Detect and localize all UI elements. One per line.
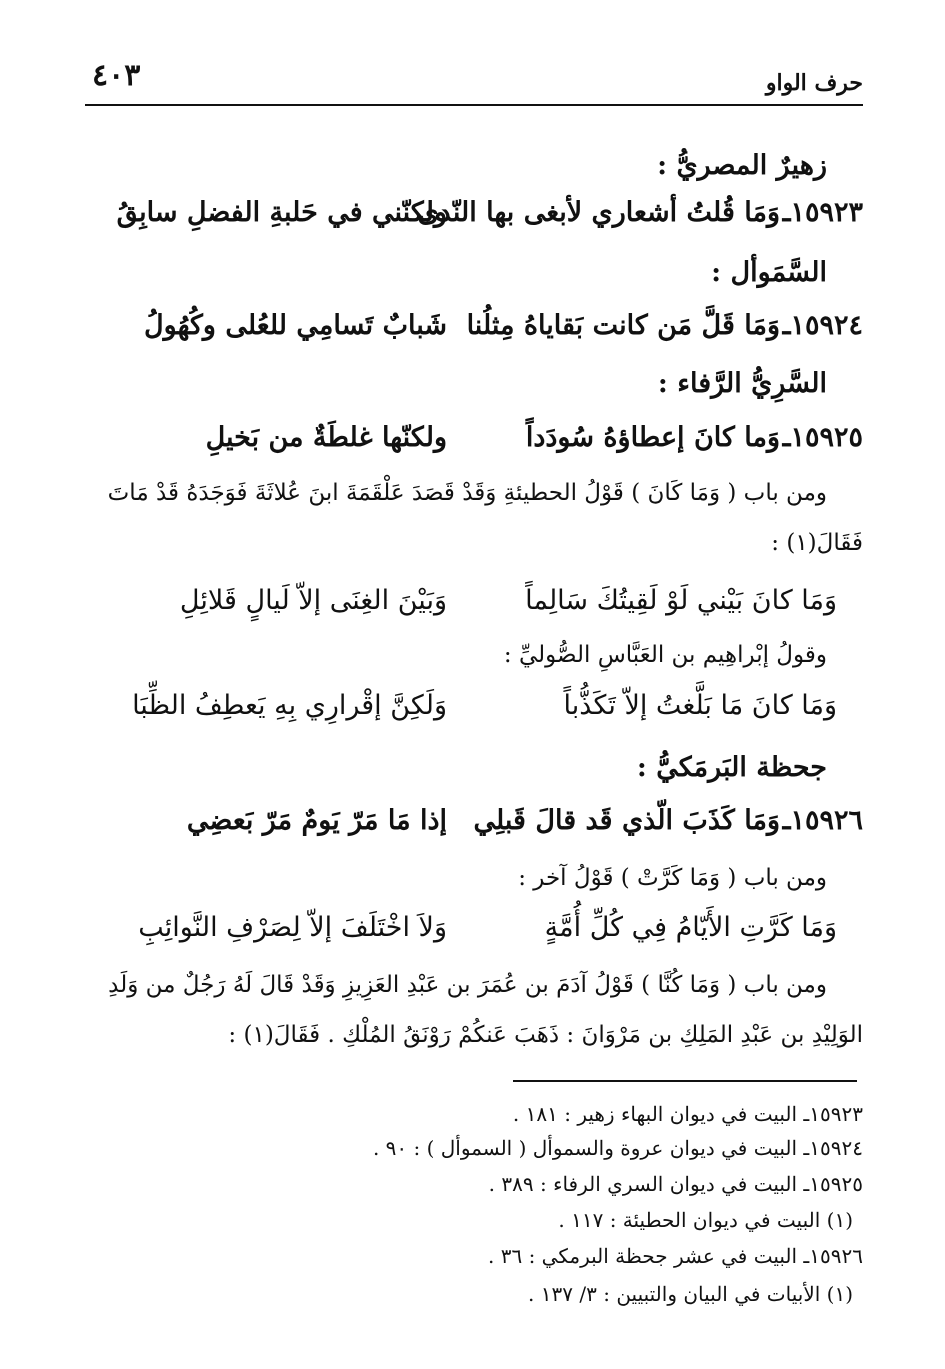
verse-second-hemistich: وَلاَ اخْتَلَفَ إلاّ لِصَرْفِ النَّوائِبِ [138, 912, 447, 943]
footnote: ١٥٩٢٤ـ البيت في ديوان عروة والسموأل ( السموأل ) : ٩٠ . [372, 1136, 863, 1160]
prose-line: وقولُ إبْراهِيم بن العَبَّاسِ الصُّوليِّ : [503, 642, 827, 668]
running-title: حرف الواو [765, 70, 863, 96]
poet-name: السَّرِيُّ الرَّفاء : [657, 368, 827, 399]
footnote-rule [513, 1080, 857, 1082]
verse-first-hemistich: وَمَا قَلَّ مَن كانت بَقاياهُ مِثلُنا [466, 310, 780, 341]
verse-first-hemistich: وَمَا قُلتُ أشعاري لأبغى بها النّدى [417, 197, 780, 228]
verse-first-hemistich: وَمَا كانَ بَيْني لَوْ لَقِيتُكَ سَالِماً [525, 585, 837, 616]
verse-second-hemistich: شَبابٌ تَسامِي للعُلى وكُهُولُ [144, 310, 447, 341]
footnote: ١٥٩٢٦ـ البيت في عشر جحظة البرمكي : ٣٦ . [488, 1244, 863, 1268]
poet-name: جحظة البَرمَكيُّ : [636, 752, 827, 783]
page-number: ٤٠٣ [92, 58, 141, 93]
verse-number: ١٥٩٢٥ـ [782, 422, 863, 453]
verse-first-hemistich: وَمَا كَرَّتِ الأَيّامُ فِي كُلِّ أُمَّةٍ [544, 912, 837, 943]
verse-second-hemistich: وَلَكِنَّ إقْرارِي بِهِ يَعطِفُ الظِّبَا [132, 690, 447, 721]
header-rule [85, 104, 863, 106]
prose-line: فَقَالَ(١) : [771, 530, 863, 556]
verse-number: ١٥٩٢٦ـ [782, 805, 863, 836]
verse-second-hemistich: ولكنّني في حَلبةِ الفضلِ سابِقُ [116, 197, 447, 228]
verse-first-hemistich: وَمَا كانَ مَا بَلَّغتُ إلاّ تَكَذُّباً [563, 690, 837, 721]
prose-line: ومن باب ( وَمَا كُنَّا ) قَوْلُ آدَمَ بن عُمَرَ بن عَبْدِ العَزِيزِ وَقَدْ قَالَ لَهُ رَجُلٌ من وَلَدِ [108, 972, 827, 998]
poet-name: السَّمَوأل : [711, 257, 827, 288]
verse-second-hemistich: إذا مَا مَرّ يَومٌ مَرّ بَعضِي [186, 805, 447, 836]
verse-first-hemistich: وَما كانَ إعطاؤهُ سُودَداً [525, 422, 780, 453]
footnote: ١٥٩٢٣ـ البيت في ديوان البهاء زهير : ١٨١ . [512, 1102, 863, 1126]
prose-line: ومن باب ( وَمَا كَانَ ) قَوْلُ الحطيئةِ وَقَدْ قَصَدَ عَلْقَمَةَ ابنَ عُلاثَةَ فَوَجَدَهُ قَدْ مَاتَ [107, 480, 827, 506]
verse-number: ١٥٩٢٤ـ [782, 310, 863, 341]
verse-second-hemistich: ولكنّها غلطَةٌ من بَخيلِ [205, 422, 447, 453]
prose-line: ومن باب ( وَمَا كَرَّتْ ) قَوْلُ آخر : [518, 865, 827, 891]
footnote: (١) الأبيات في البيان والتبيين : ٣/ ١٣٧ . [528, 1282, 853, 1306]
verse-second-hemistich: وَبَيْنَ الغِنَى إلاّ لَيالٍ قَلائِلِ [179, 585, 447, 616]
prose-line: الوَلِيْدِ بن عَبْدِ المَلِكِ بن مَرْوَانَ : ذَهَبَ عَنكُمْ رَوْنَقُ المُلْكِ . فَقَالَ(١) : [228, 1022, 863, 1048]
poet-name: زهيرٌ المصريُّ : [657, 150, 827, 181]
verse-first-hemistich: وَمَا كَذَبَ الّذي قَد قالَ قَبلِي [473, 805, 780, 836]
footnote: ١٥٩٢٥ـ البيت في ديوان السري الرفاء : ٣٨٩ . [488, 1172, 863, 1196]
verse-number: ١٥٩٢٣ـ [782, 197, 863, 228]
footnote: (١) البيت في ديوان الحطيئة : ١١٧ . [558, 1208, 853, 1232]
